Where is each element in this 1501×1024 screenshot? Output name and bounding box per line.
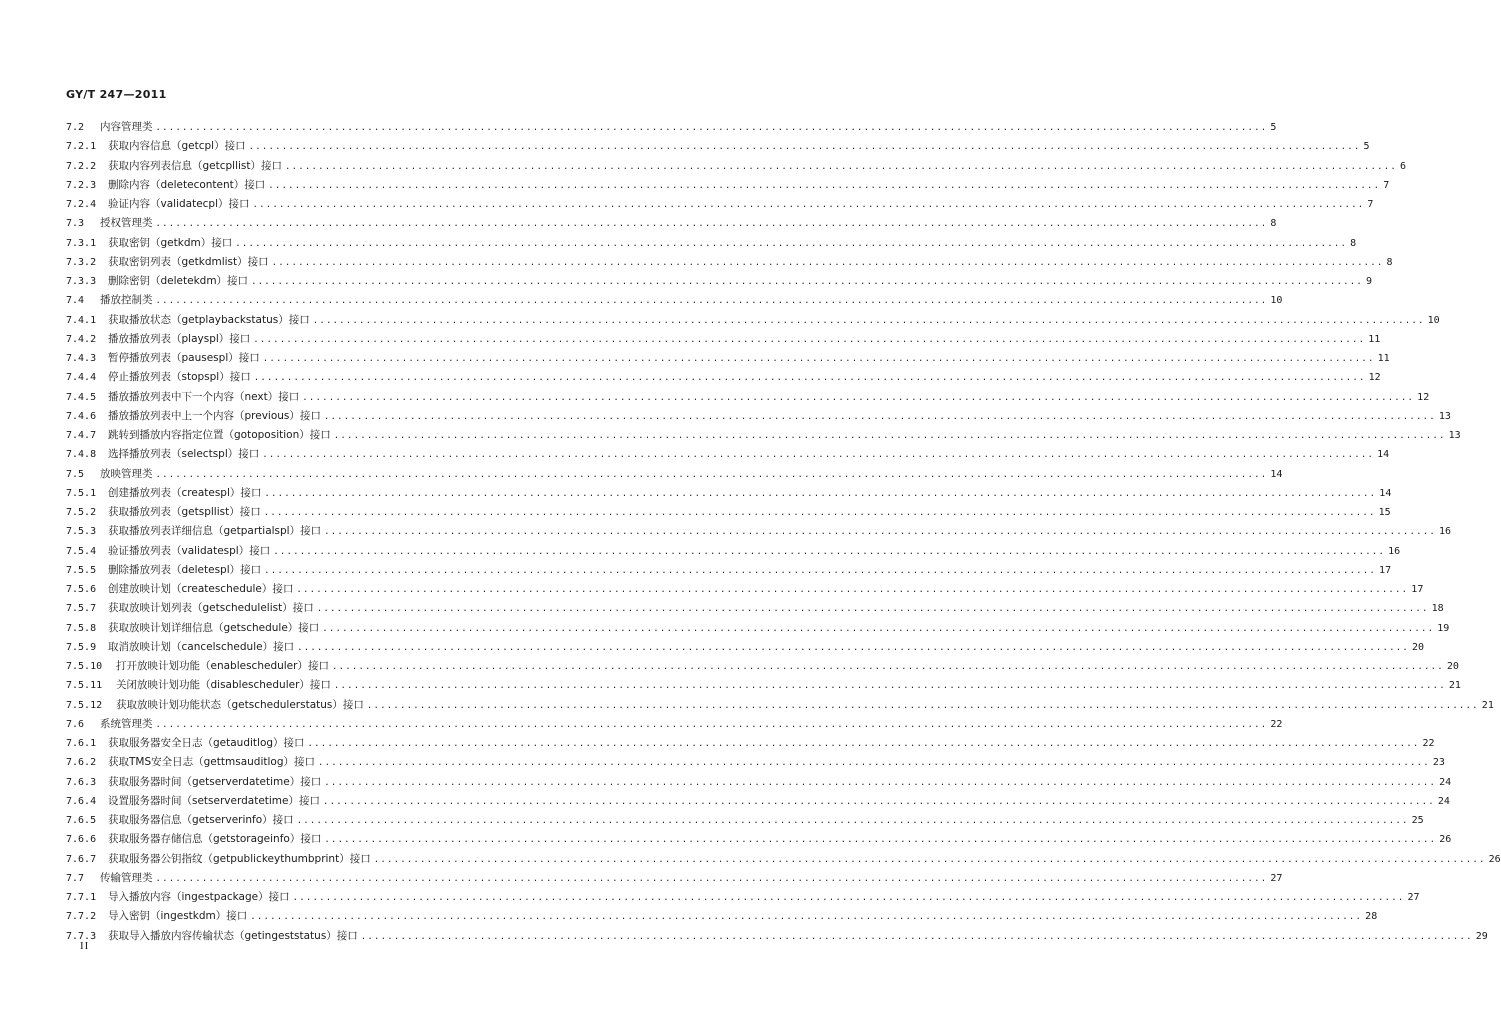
toc-page-number: 18 [1431,603,1444,615]
toc-entry[interactable] [66,484,1392,503]
toc-entry[interactable] [66,676,1461,695]
toc-section-number: 7.5.1 [66,487,97,499]
toc-section-number: 7.4.5 [66,391,97,403]
toc-dot-leader [297,812,1409,831]
toc-dot-leader [324,408,1436,427]
toc-section-number: 7.6.4 [66,795,97,807]
toc-section-title: 删除播放列表（deletespl）接口 [108,563,262,576]
toc-section-title: 设置服务器时间（setserverdatetime）接口 [108,794,320,807]
toc-dot-leader [156,119,1268,138]
toc-section-number: 7.4.3 [66,353,97,364]
toc-section-title: 播放播放列表中上一个内容（previous）接口 [108,409,321,422]
toc-section-title: 播放播放列表中下一个内容（next）接口 [108,390,300,403]
toc-entry[interactable] [66,368,1381,387]
toc-section-number: 7.3 [66,218,85,230]
toc-section-number: 7.7 [66,872,85,884]
toc-dot-leader [302,389,1414,408]
toc-dot-leader [273,543,1385,562]
toc-dot-leader [253,196,1365,215]
toc-page-number: 10 [1270,295,1283,307]
toc-page-number: 7 [1383,179,1390,191]
toc-section-number: 7.2.3 [66,179,97,191]
toc-section-number: 7.4.2 [66,333,97,345]
toc-section-number: 7.5.11 [66,680,103,692]
toc-page-number: 16 [1388,545,1401,557]
toc-dot-leader [250,908,1362,927]
toc-section-number: 7.5 [66,468,85,480]
toc-dot-leader [285,158,1397,177]
toc-entry[interactable] [66,176,1390,195]
toc-entry[interactable] [66,388,1430,407]
toc-section-title: 停止播放列表（stopspl）接口 [108,371,251,384]
page-number-footer: II [80,940,90,952]
toc-entry[interactable] [66,503,1391,522]
toc-section-title: 获取导入播放内容传输状态（getingeststatus）接口 [108,929,358,942]
toc-dot-leader [156,292,1268,311]
toc-section-title: 获取服务器时间（getserverdatetime）接口 [108,775,322,788]
toc-dot-leader [324,774,1436,793]
toc-entry[interactable] [66,253,1393,272]
toc-section-title: 获取内容列表信息（getcpllist）接口 [108,159,283,172]
toc-section-number: 7.4.7 [66,430,97,441]
toc-dot-leader [156,466,1268,485]
toc-entry[interactable] [66,291,1283,310]
toc-section-title: 系统管理类 [100,717,153,730]
toc-page-number: 22 [1422,738,1435,749]
toc-dot-leader [262,446,1374,465]
toc-dot-leader [334,677,1446,696]
toc-section-number: 7.5.7 [66,603,97,615]
toc-page-number: 8 [1386,256,1393,268]
toc-page-number: 12 [1368,372,1381,384]
toc-dot-leader [156,716,1268,735]
toc-section-title: 传输管理类 [100,871,153,884]
toc-section-title: 授权管理类 [100,217,153,230]
toc-entry[interactable] [66,522,1452,541]
toc-section-number: 7.3.3 [66,276,97,287]
toc-section-title: 删除内容（deletecontent）接口 [108,178,266,191]
toc-section-number: 7.5.2 [66,507,97,518]
toc-section-title: 导入密钥（ingestkdm）接口 [108,910,248,923]
toc-section-title: 获取内容信息（getcpl）接口 [108,140,246,153]
toc-page-number: 14 [1379,487,1392,499]
toc-section-number: 7.6.6 [66,834,97,846]
toc-section-number: 7.6.1 [66,738,97,749]
toc-dot-leader [263,350,1375,369]
toc-dot-leader [253,331,1365,350]
toc-section-number: 7.6.3 [66,776,97,788]
toc-page-number: 20 [1411,641,1425,653]
toc-section-number: 7.2.2 [66,160,97,172]
toc-section-number: 7.5.6 [66,584,97,595]
toc-section-title: 取消放映计划（cancelschedule）接口 [108,640,295,653]
toc-section-title: 内容管理类 [100,121,153,133]
toc-page-number: 14 [1377,449,1390,461]
toc-section-number: 7.4.8 [66,449,97,461]
toc-section-title: 获取播放列表（getspllist）接口 [108,506,261,518]
toc-page-number: 20 [1446,661,1459,672]
toc-dot-leader [324,831,1436,850]
toc-entry[interactable] [66,580,1424,599]
toc-entry[interactable] [66,118,1277,137]
toc-entry[interactable] [66,830,1452,849]
toc-dot-leader [264,562,1376,581]
toc-section-number: 7.4 [66,295,85,307]
toc-section-title: 获取服务器安全日志（getauditlog）接口 [108,737,305,749]
toc-page-number: 11 [1368,333,1381,345]
toc-entry[interactable] [66,599,1444,618]
toc-section-number: 7.7.3 [66,930,97,942]
toc-section-title: 暂停播放列表（pausespl）接口 [108,352,260,364]
toc-page-number: 17 [1379,564,1392,576]
toc-dot-leader [367,697,1479,716]
toc-entry[interactable] [66,195,1374,214]
toc-dot-leader [156,215,1268,234]
toc-dot-leader [332,658,1444,677]
toc-section-number: 7.6.2 [66,757,97,769]
toc-dot-leader [268,177,1380,196]
toc-section-title: 获取密钥（getkdm）接口 [108,236,233,249]
toc-section-title: 创建播放列表（createspl）接口 [108,486,262,499]
toc-entry[interactable] [66,907,1378,926]
toc-entry[interactable] [66,272,1372,291]
toc-entry[interactable] [66,426,1461,445]
toc-section-number: 7.4.6 [66,410,97,422]
toc-section-title: 获取播放状态（getplaybackstatus）接口 [108,313,310,326]
toc-section-title: 获取服务器公钥指纹（getpublickeythumbprint）接口 [108,852,371,865]
toc-entry[interactable] [66,311,1440,330]
toc-page-number: 29 [1475,930,1488,942]
toc-dot-leader [156,870,1268,889]
toc-dot-leader [374,851,1486,870]
toc-section-number: 7.5.3 [66,526,97,538]
toc-dot-leader [264,485,1376,504]
toc-section-number: 7.5.5 [66,564,97,576]
table-of-contents [66,118,1501,946]
toc-section-number: 7.2.1 [66,141,97,153]
toc-page-number: 24 [1439,776,1452,788]
toc-section-title: 关闭放映计划功能（disablescheduler）接口 [116,679,331,692]
toc-section-title: 打开放映计划功能（enablescheduler）接口 [116,660,329,672]
toc-section-title: 获取放映计划列表（getschedulelist）接口 [108,602,314,615]
toc-page-number: 22 [1270,718,1283,730]
toc-dot-leader [272,254,1384,273]
toc-dot-leader [324,523,1436,542]
toc-section-title: 获取放映计划功能状态（getschedulerstatus）接口 [116,698,364,711]
toc-dot-leader [323,793,1435,812]
toc-entry[interactable] [66,869,1283,888]
toc-section-title: 获取TMS安全日志（gettmsauditlog）接口 [108,756,315,769]
toc-section-number: 7.2.4 [66,199,97,210]
toc-dot-leader [318,754,1430,773]
toc-page-number: 8 [1350,237,1357,249]
toc-section-number: 7.5.12 [66,699,103,711]
toc-section-title: 播放播放列表（playspl）接口 [108,332,251,345]
toc-section-title: 跳转到播放内容指定位置（gotoposition）接口 [108,429,331,441]
toc-page-number: 27 [1270,872,1283,884]
toc-dot-leader [249,138,1361,157]
toc-entry[interactable] [66,888,1420,907]
toc-entry[interactable] [66,811,1424,830]
toc-page-number: 13 [1448,430,1461,441]
toc-section-number: 7.2 [66,122,85,133]
toc-dot-leader [322,620,1434,639]
toc-page-number: 21 [1481,699,1494,711]
toc-section-title: 删除密钥（deletekdm）接口 [108,275,249,287]
toc-page-number: 6 [1399,160,1406,172]
toc-page-number: 19 [1437,622,1450,634]
toc-entry[interactable] [66,638,1425,657]
toc-dot-leader [297,639,1409,658]
toc-entry[interactable] [66,715,1283,734]
toc-section-title: 播放控制类 [100,294,153,307]
toc-page-number: 10 [1427,314,1440,326]
toc-section-number: 7.3.1 [66,237,97,249]
toc-entry[interactable] [66,657,1459,676]
toc-page-number: 21 [1448,680,1461,692]
toc-section-number: 7.7.2 [66,911,97,923]
toc-page-number: 24 [1437,795,1450,807]
toc-page-number: 14 [1270,468,1283,480]
toc-dot-leader [296,581,1408,600]
toc-section-number: 7.5.10 [66,661,103,672]
toc-entry[interactable] [66,927,1488,946]
toc-section-number: 7.6.7 [66,853,97,865]
toc-entry[interactable] [66,734,1435,753]
toc-page-number: 15 [1378,507,1391,518]
toc-entry[interactable] [66,792,1450,811]
toc-dot-leader [251,273,1363,292]
toc-section-number: 7.7.1 [66,892,97,903]
toc-entry[interactable] [66,445,1390,464]
toc-page-number: 26 [1488,853,1501,865]
toc-entry[interactable] [66,214,1277,233]
toc-page-number: 12 [1417,391,1430,403]
toc-dot-leader [317,600,1429,619]
toc-section-number: 7.3.2 [66,256,97,268]
toc-section-title: 获取播放列表详细信息（getpartialspl）接口 [108,525,322,538]
toc-section-number: 7.5.4 [66,545,97,557]
toc-page-number: 16 [1439,526,1452,538]
toc-entry[interactable] [66,753,1445,772]
toc-dot-leader [313,312,1425,331]
toc-section-title: 导入播放内容（ingestpackage）接口 [108,891,290,903]
toc-section-title: 放映管理类 [100,467,153,480]
toc-section-number: 7.6 [66,718,85,730]
toc-section-title: 验证播放列表（validatespl）接口 [108,544,271,557]
toc-page-number: 11 [1377,353,1390,364]
toc-page-number: 28 [1365,911,1378,923]
toc-entry[interactable] [66,850,1501,869]
toc-dot-leader [254,369,1366,388]
toc-page-number: 13 [1438,410,1451,422]
toc-section-number: 7.4.4 [66,372,97,384]
toc-entry[interactable] [66,465,1283,484]
toc-page-number: 25 [1411,815,1424,826]
toc-dot-leader [264,504,1376,523]
toc-page-number: 23 [1432,757,1445,769]
toc-entry[interactable] [66,234,1357,253]
toc-section-number: 7.6.5 [66,815,97,826]
toc-section-number: 7.5.8 [66,622,97,634]
toc-entry[interactable] [66,330,1381,349]
standard-code-header: GY/T 247—2011 [66,88,167,101]
toc-page-number: 17 [1411,584,1424,595]
toc-section-title: 获取服务器信息（getserverinfo）接口 [108,814,294,826]
toc-entry[interactable] [66,561,1392,580]
toc-section-title: 获取密钥列表（getkdmlist）接口 [108,255,269,268]
toc-entry[interactable] [66,157,1406,176]
toc-entry[interactable] [66,696,1494,715]
toc-section-title: 选择播放列表（selectspl）接口 [108,448,260,461]
toc-dot-leader [235,235,1347,254]
toc-dot-leader [334,427,1446,446]
toc-page-number: 27 [1407,892,1420,903]
toc-entry[interactable] [66,773,1452,792]
toc-page-number: 9 [1365,276,1372,287]
toc-page-number: 5 [1270,122,1277,133]
toc-section-number: 7.5.9 [66,641,97,653]
toc-page-number: 7 [1367,199,1374,210]
toc-dot-leader [361,928,1473,947]
toc-dot-leader [308,735,1420,754]
toc-entry[interactable] [66,407,1451,426]
toc-entry[interactable] [66,619,1450,638]
toc-entry[interactable] [66,542,1401,561]
toc-entry[interactable] [66,349,1390,368]
toc-section-title: 获取放映计划详细信息（getschedule）接口 [108,621,320,634]
toc-page-number: 5 [1363,141,1370,153]
toc-section-title: 获取服务器存储信息（getstorageinfo）接口 [108,833,322,846]
toc-page-number: 26 [1439,834,1452,846]
toc-entry[interactable] [66,137,1370,156]
toc-page-number: 8 [1270,218,1277,230]
toc-section-number: 7.4.1 [66,314,97,326]
toc-section-title: 验证内容（validatecpl）接口 [108,198,250,210]
toc-dot-leader [293,889,1405,908]
toc-section-title: 创建放映计划（createschedule）接口 [108,583,294,595]
